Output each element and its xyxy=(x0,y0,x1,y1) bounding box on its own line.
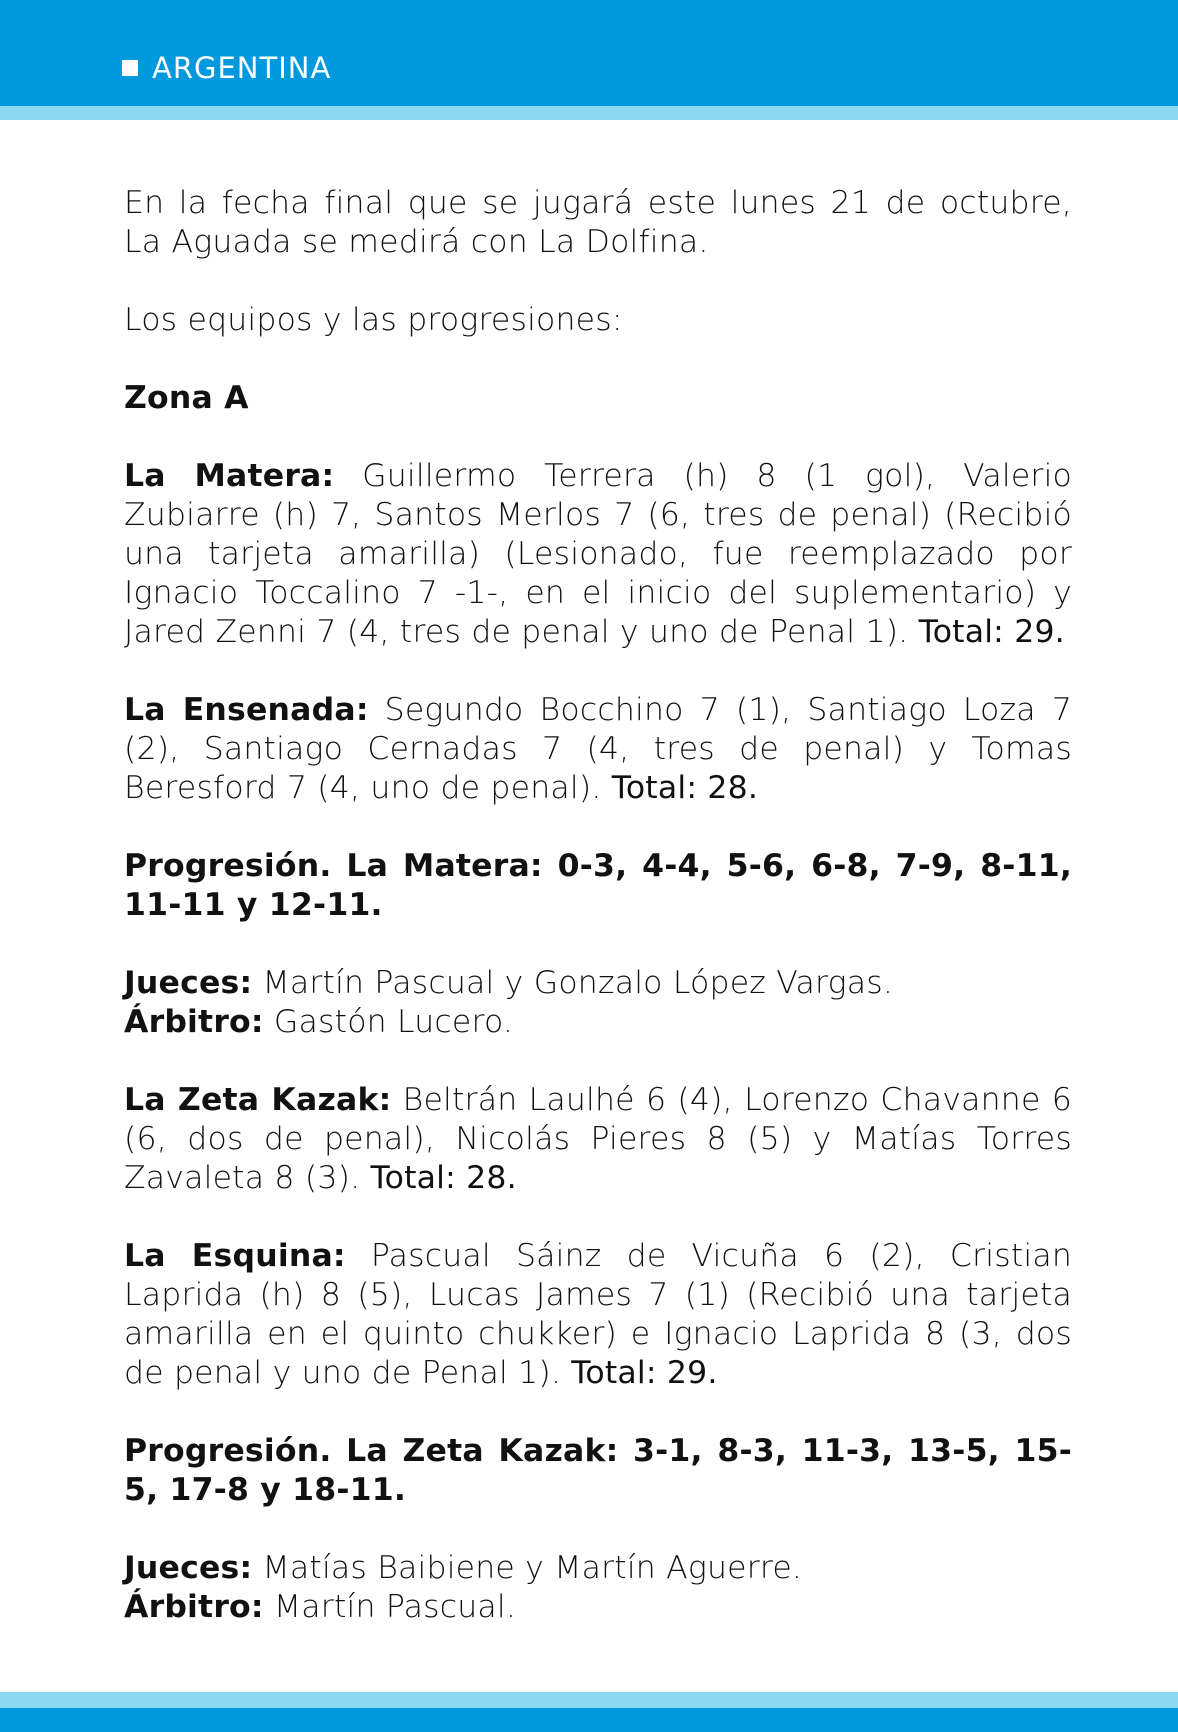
team-name: La Zeta Kazak: xyxy=(124,1082,392,1118)
team-paragraph-la-ensenada xyxy=(124,691,1072,808)
team-players: Segundo Bocchino 7 (1), Santiago Loza 7 (2), Santiago Cernadas 7 (4, tres de penal) y Tomas Beresford 7 (4, uno de penal). xyxy=(124,692,1072,806)
team-name: La Ensenada: xyxy=(124,692,369,728)
zone-heading xyxy=(124,379,1072,418)
team-name: La Matera: xyxy=(124,458,335,494)
judges-names: Matías Baibiene y Martín Aguerre. xyxy=(252,1550,803,1586)
judges-label: Jueces: xyxy=(124,965,253,1001)
footer-bar xyxy=(0,1708,1178,1732)
team-paragraph-la-zeta-kazak xyxy=(124,1081,1072,1198)
header-stripe xyxy=(0,106,1178,120)
zone-heading-text: Zona A xyxy=(124,380,249,416)
team-paragraph-la-esquina xyxy=(124,1237,1072,1393)
judges-line xyxy=(124,1549,1072,1588)
progression-paragraph xyxy=(124,847,1072,925)
referee-name: Martín Pascual. xyxy=(263,1589,517,1625)
teams-intro: Los equipos y las progresiones: xyxy=(124,302,623,338)
footer-stripe xyxy=(0,1692,1178,1708)
team-total: Total: 29. xyxy=(571,1355,718,1391)
article-body xyxy=(124,184,1072,1666)
judges-names: Martín Pascual y Gonzalo López Vargas. xyxy=(252,965,894,1001)
team-players: Guillermo Terrera (h) 8 (1 gol), Valerio Zubiarre (h) 7, Santos Merlos 7 (6, tres de penal) (Recibió una tarjeta amarilla) (Lesionado, fue reemplazado por Ignacio Toccalino 7 -1-, en el inicio del suplementario) y Jared Zenni 7 (4, tres de penal y uno de Penal 1). xyxy=(124,458,1073,650)
referee-label: Árbitro: xyxy=(124,1589,264,1625)
judges-label: Jueces: xyxy=(124,1550,253,1586)
team-total: Total: 29. xyxy=(918,614,1065,650)
referee-label: Árbitro: xyxy=(124,1004,264,1040)
progression-text: Progresión. La Zeta Kazak: 3-1, 8-3, 11-3, 13-5, 15-5, 17-8 y 18-11. xyxy=(124,1433,1072,1508)
team-total: Total: 28. xyxy=(370,1160,517,1196)
team-total: Total: 28. xyxy=(611,770,759,806)
team-name: La Esquina: xyxy=(124,1238,346,1274)
referee-name: Gastón Lucero. xyxy=(263,1004,514,1040)
section-title: ARGENTINA xyxy=(152,51,332,85)
intro-paragraph: En la fecha final que se jugará este lunes 21 de octubre, La Aguada se medirá con La Dolfina. xyxy=(124,185,1072,260)
progression-paragraph xyxy=(124,1432,1072,1510)
team-paragraph-la-matera xyxy=(124,457,1072,652)
progression-text: Progresión. La Matera: 0-3, 4-4, 5-6, 6-8, 7-9, 8-11, 11-11 y 12-11. xyxy=(124,848,1072,923)
team-players: Pascual Sáinz de Vicuña 6 (2), Cristian Laprida (h) 8 (5), Lucas James 7 (1) (Recibió una tarjeta amarilla en el quinto chukker) e Ignacio Laprida 8 (3, dos de penal y uno de Penal 1). xyxy=(124,1238,1072,1391)
referee-line xyxy=(124,1003,1072,1042)
referee-line xyxy=(124,1588,1072,1627)
team-players: Beltrán Laulhé 6 (4), Lorenzo Chavanne 6 (6, dos de penal), Nicolás Pieres 8 (5) y Matías Torres Zavaleta 8 (3). xyxy=(124,1082,1072,1196)
section-label xyxy=(122,48,331,88)
square-icon xyxy=(122,60,138,76)
judges-line xyxy=(124,964,1072,1003)
